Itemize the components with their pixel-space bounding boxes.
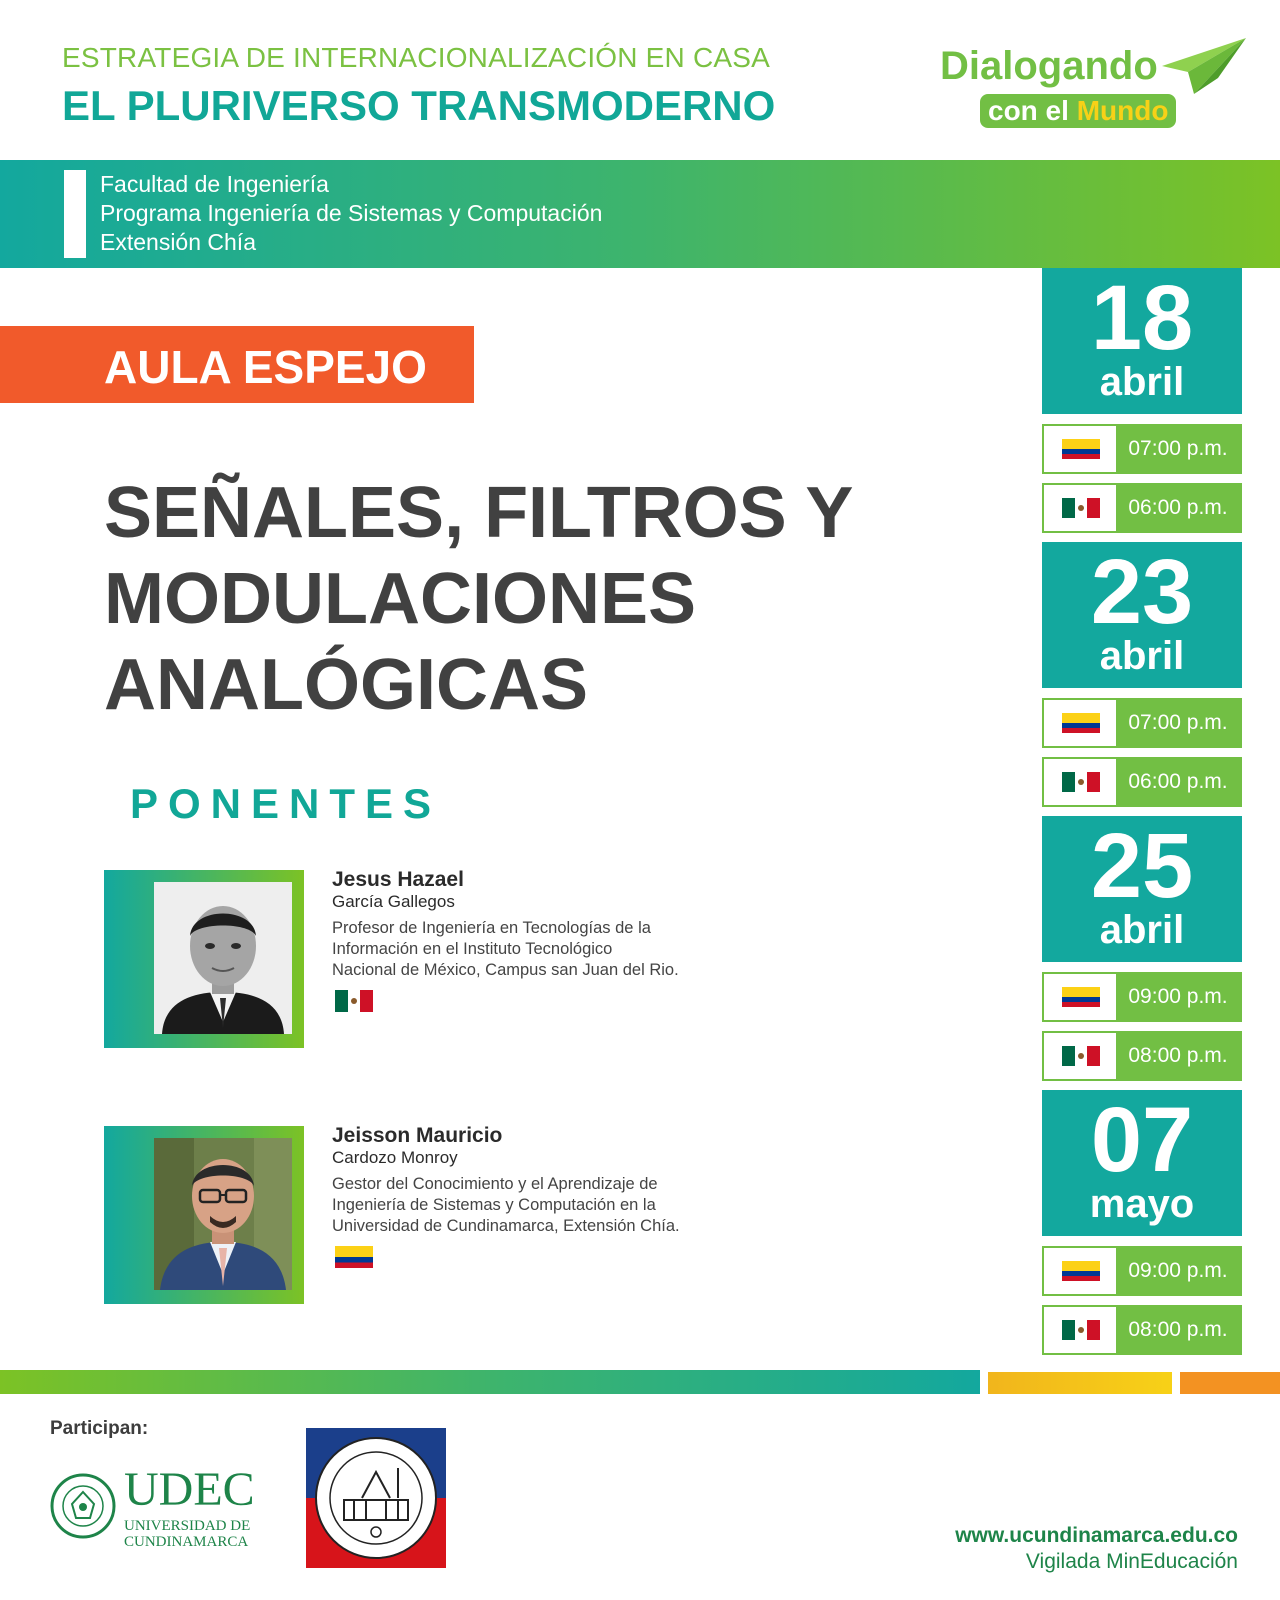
mexico-flag-icon [1062,772,1100,792]
dialogando-logo [940,36,1260,136]
colombia-flag-icon [335,1246,373,1268]
speaker-bio-line: Universidad de Cundinamarca, Extensión Chía. [332,1217,680,1235]
udec-wordmark: UDEC [124,1463,255,1516]
speaker-bio-line: Ingeniería de Sistemas y Computación en la [332,1196,656,1214]
date-day: 07 [1090,1089,1194,1191]
colombia-flag-icon [1062,987,1100,1007]
colombia-time-row [1042,1246,1242,1296]
date-month: abril [1099,360,1185,404]
logo-sub [980,94,1176,128]
footer-stripe-yellow [988,1372,1172,1394]
mexico-time: 06:00 p.m. [1116,485,1240,531]
course-title-line: ANALÓGICAS [104,645,588,725]
paper-plane-icon [1158,36,1248,96]
colombia-time: 09:00 p.m. [1116,1248,1240,1294]
colombia-time-row [1042,424,1242,474]
aula-espejo-label: AULA ESPEJO [104,341,427,393]
tecnm-logo [306,1428,446,1568]
mexico-time-row [1042,1031,1242,1081]
footer-stripe-orange [1180,1372,1280,1394]
date-card [1042,1090,1242,1236]
speaker-photo [154,882,292,1034]
speaker-photo [154,1138,292,1290]
udec-seal-logo [50,1460,116,1552]
colombia-time-row [1042,972,1242,1022]
mexico-time: 08:00 p.m. [1116,1307,1240,1353]
date-month: abril [1099,634,1185,678]
mexico-time-row [1042,1305,1242,1355]
participan-label: Participan: [50,1418,149,1439]
colombia-time: 07:00 p.m. [1116,700,1240,746]
date-day: 18 [1090,267,1194,369]
course-title-line: MODULACIONES [104,559,696,639]
logo-sub-prefix: con el [988,95,1069,126]
date-card [1042,268,1242,414]
speaker-bio [332,918,679,981]
faculty-lines [100,170,602,257]
date-day: 23 [1090,541,1194,643]
speaker-bio-line: Gestor del Conocimiento y el Aprendizaje de [332,1175,658,1193]
speaker-surname: García Gallegos [332,892,455,911]
mexico-flag-icon [1062,1046,1100,1066]
speaker-photo-frame [104,870,304,1048]
logo-word: Dialogando [940,44,1158,88]
program-line: Programa Ingeniería de Sistemas y Computación [100,200,603,226]
extension-line: Extensión Chía [100,229,256,255]
speaker-bio-line: Profesor de Ingeniería en Tecnologías de la [332,919,651,937]
mexico-flag-icon [1062,498,1100,518]
mexico-time-row [1042,757,1242,807]
speaker-surname: Cardozo Monroy [332,1148,458,1167]
header-title: EL PLURIVERSO TRANSMODERNO [62,82,776,129]
colombia-time-row [1042,698,1242,748]
colombia-flag-icon [1062,1261,1100,1281]
date-month: abril [1099,908,1185,952]
faculty-band [0,160,1280,268]
course-title-line: SEÑALES, FILTROS Y [104,473,854,553]
speaker-bio [332,1174,680,1237]
vigilada-label: Vigilada MinEducación [1025,1550,1238,1573]
udec-full-name [124,1518,250,1550]
colombia-time: 07:00 p.m. [1116,426,1240,472]
udec-full-line: UNIVERSIDAD DE [124,1518,251,1534]
colombia-flag-icon [1062,713,1100,733]
course-title [104,470,864,728]
speaker-bio-line: Nacional de México, Campus san Juan del Rio. [332,961,679,979]
speaker-bio-line: Información en el Instituto Tecnológico [332,940,613,958]
mexico-flag-icon [335,990,373,1012]
date-day: 25 [1090,815,1194,917]
mexico-time: 08:00 p.m. [1116,1033,1240,1079]
date-month: mayo [1089,1182,1195,1226]
aula-espejo-tag [0,326,474,403]
logo-sub-highlight: Mundo [1076,95,1169,126]
udec-full-line: CUNDINAMARCA [124,1534,249,1550]
mexico-flag-icon [1062,1320,1100,1340]
colombia-time: 09:00 p.m. [1116,974,1240,1020]
date-card [1042,816,1242,962]
speaker-name: Jeisson Mauricio [332,1124,503,1147]
speaker-photo-frame [104,1126,304,1304]
colombia-flag-icon [1062,439,1100,459]
mexico-time: 06:00 p.m. [1116,759,1240,805]
footer-stripe [0,1370,980,1394]
faculty-line: Facultad de Ingeniería [100,171,329,197]
band-accent-bar [64,170,86,258]
speaker-name: Jesus Hazael [332,868,464,891]
website-link[interactable]: www.ucundinamarca.edu.co [955,1524,1238,1547]
date-card [1042,542,1242,688]
header-kicker: ESTRATEGIA DE INTERNACIONALIZACIÓN EN CASA [62,42,771,73]
ponentes-heading: PONENTES [130,780,442,827]
mexico-time-row [1042,483,1242,533]
